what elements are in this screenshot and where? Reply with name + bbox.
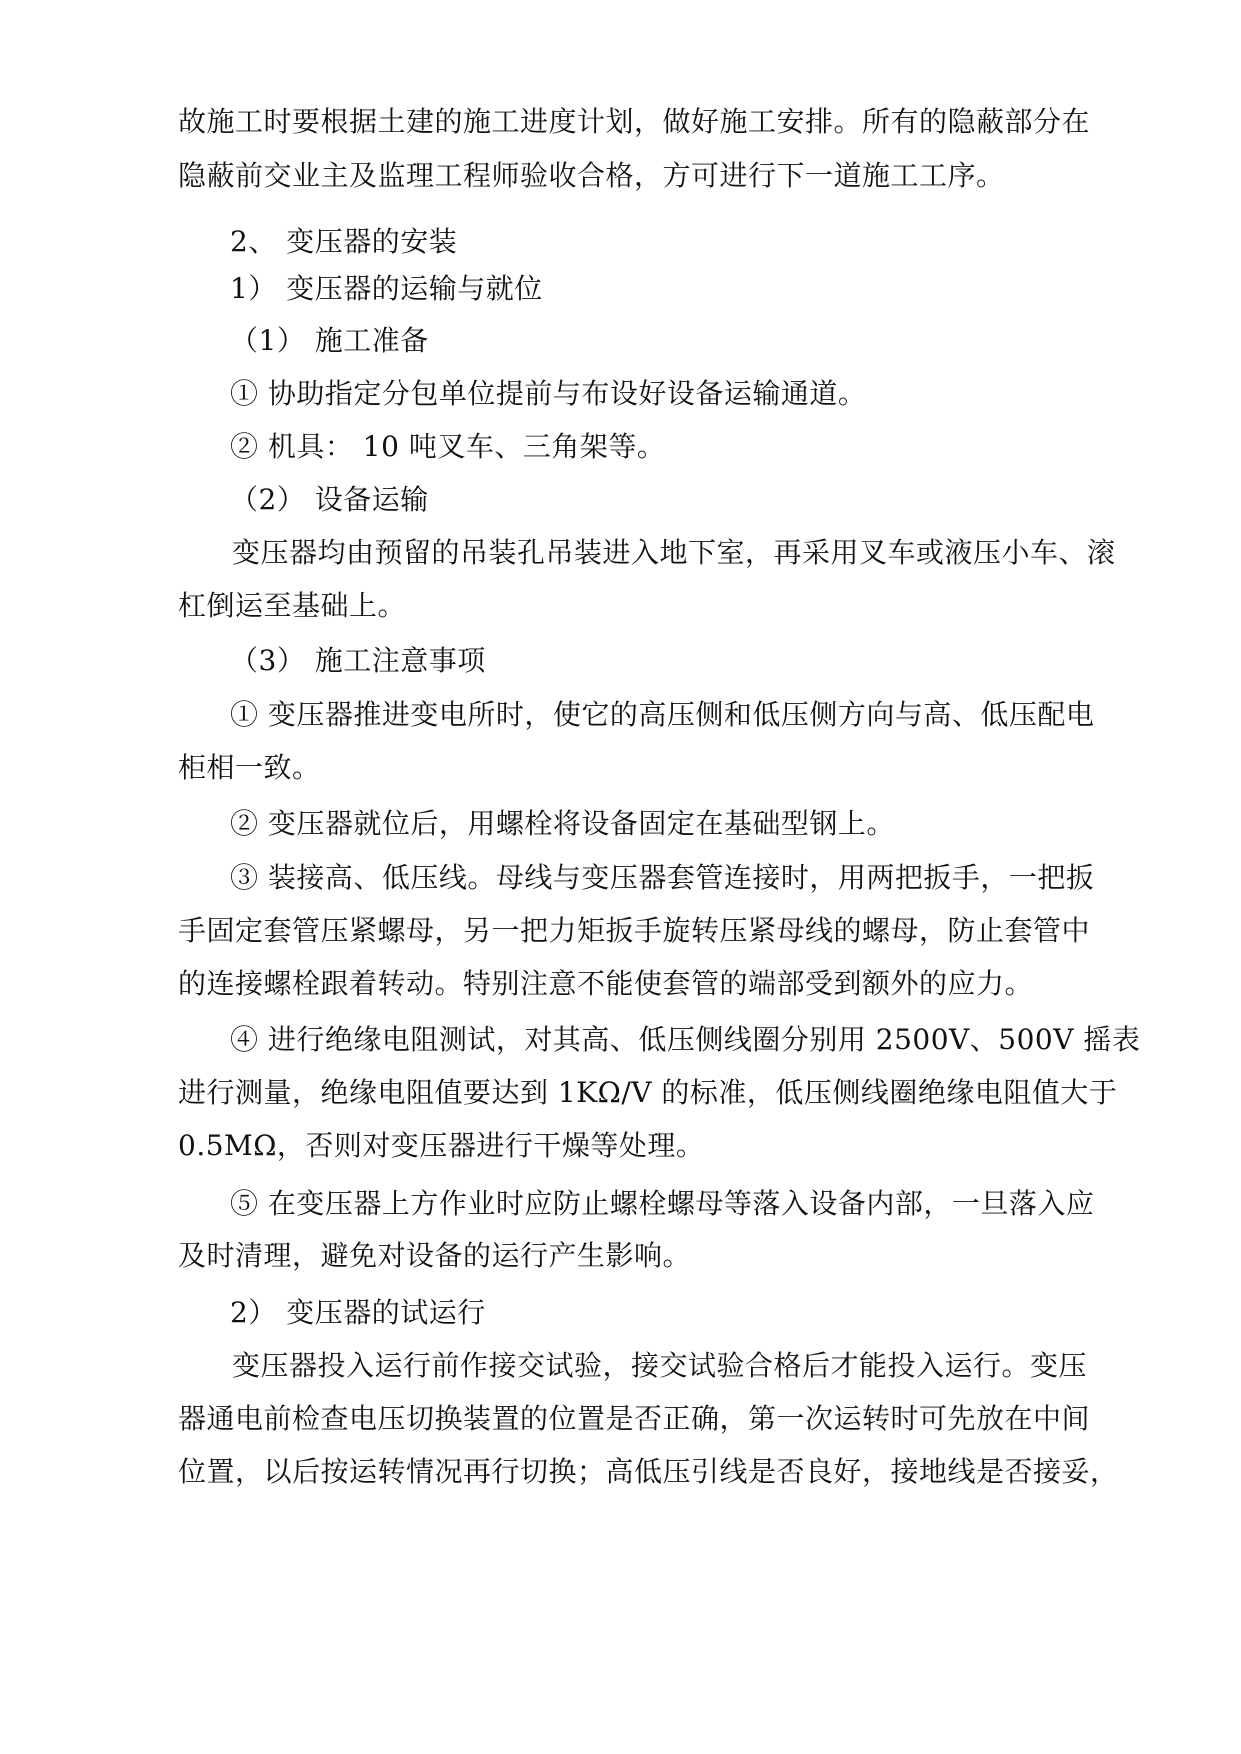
paragraph-line: 进行测量，绝缘电阻值要达到 1KΩ/V 的标准，低压侧线圈绝缘电阻值大于 — [178, 1076, 1118, 1109]
paragraph-line: 变压器均由预留的吊装孔吊装进入地下室，再采用叉车或液压小车、滚 — [232, 536, 1116, 569]
item-heading: （3） 施工注意事项 — [230, 644, 486, 677]
paragraph-line: 故施工时要根据土建的施工进度计划，做好施工安排。所有的隐蔽部分在 — [178, 105, 1091, 138]
list-item: ② 机具： 10 吨叉车、三角架等。 — [230, 430, 666, 463]
paragraph-line: 0.5MΩ，否则对变压器进行干燥等处理。 — [178, 1129, 705, 1162]
paragraph-line: 手固定套管压紧螺母，另一把力矩扳手旋转压紧母线的螺母，防止套管中 — [178, 914, 1091, 947]
paragraph-line: 及时清理，避免对设备的运行产生影响。 — [178, 1239, 692, 1272]
paragraph-line: 变压器投入运行前作接交试验，接交试验合格后才能投入运行。变压 — [232, 1349, 1088, 1382]
paragraph-line: 的连接螺栓跟着转动。特别注意不能使套管的端部受到额外的应力。 — [178, 967, 1034, 1000]
paragraph-line: 隐蔽前交业主及监理工程师验收合格，方可进行下一道施工工序。 — [178, 159, 1005, 192]
section-heading: 2、 变压器的安装 — [230, 225, 458, 258]
paragraph-line: 杠倒运至基础上。 — [178, 589, 407, 622]
subsection-heading: 1） 变压器的运输与就位 — [230, 272, 543, 305]
list-item: ⑤ 在变压器上方作业时应防止螺栓螺母等落入设备内部，一旦落入应 — [230, 1187, 1095, 1220]
paragraph-line: 柜相一致。 — [178, 751, 321, 784]
list-item: ③ 装接高、低压线。母线与变压器套管连接时，用两把扳手，一把扳 — [230, 861, 1095, 894]
paragraph-line: 器通电前检查电压切换装置的位置是否正确，第一次运转时可先放在中间 — [178, 1402, 1091, 1435]
list-item: ① 变压器推进变电所时，使它的高压侧和低压侧方向与高、低压配电 — [230, 698, 1095, 731]
list-item: ② 变压器就位后，用螺栓将设备固定在基础型钢上。 — [230, 807, 895, 840]
list-item: ① 协助指定分包单位提前与布设好设备运输通道。 — [230, 377, 867, 410]
subsection-heading: 2） 变压器的试运行 — [230, 1296, 486, 1329]
item-heading: （1） 施工准备 — [230, 324, 429, 357]
list-item: ④ 进行绝缘电阻测试，对其高、低压侧线圈分别用 2500V、500V 摇表 — [230, 1023, 1141, 1056]
item-heading: （2） 设备运输 — [230, 483, 429, 516]
paragraph-line: 位置，以后按运转情况再行切换；高低压引线是否良好，接地线是否接妥， — [178, 1455, 1119, 1488]
